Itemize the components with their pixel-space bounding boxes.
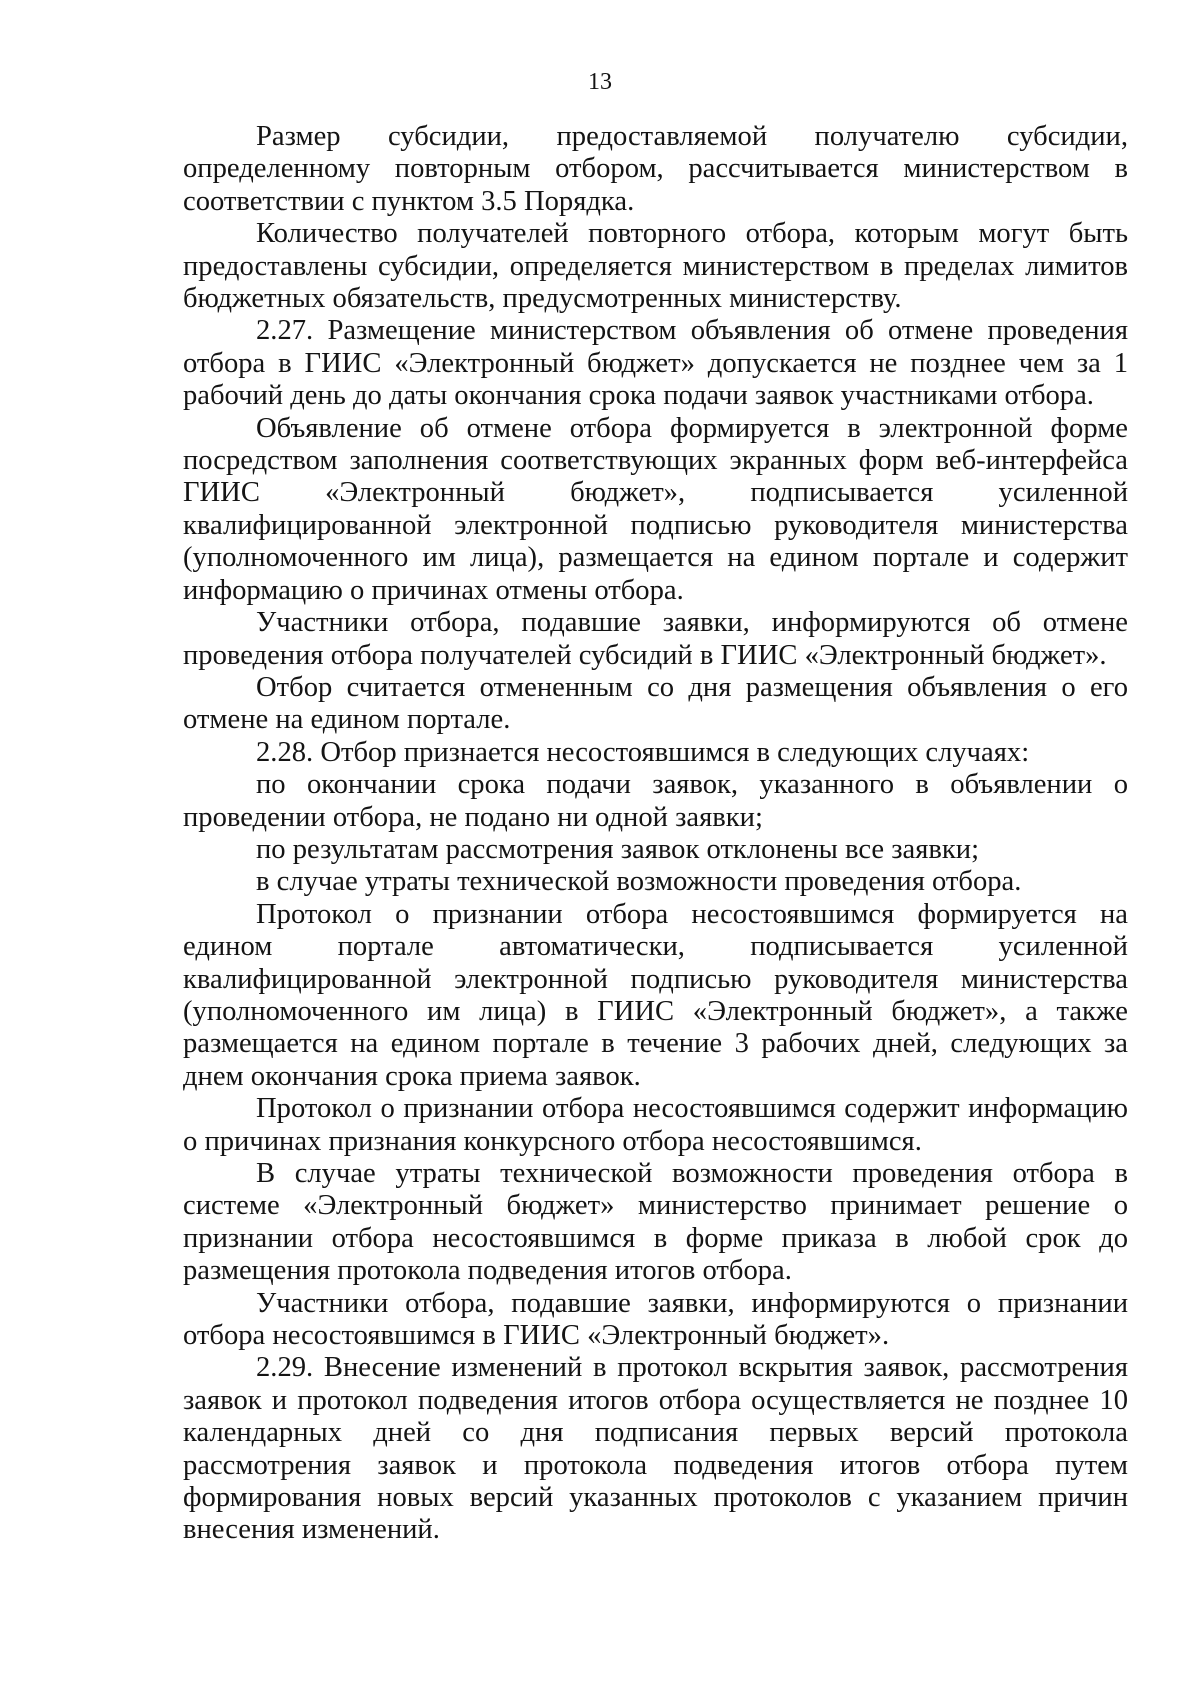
- paragraph-protocol-contents: Протокол о признании отбора несостоявшимся содержит информацию о причинах признания конкурсного отбора несостоявшимся.: [183, 1093, 1128, 1157]
- document-body: [183, 121, 1128, 1547]
- paragraph-subsidy-size: Размер субсидии, предоставляемой получателю субсидии, определенному повторным отбором, рассчитывается министерством в соответствии с пунктом 3.5 Порядка.: [183, 121, 1128, 217]
- paragraph-technical-loss-decision: В случае утраты технической возможности проведения отбора в системе «Электронный бюджет» министерство принимает решение о признании отбора несостоявшимся в форме приказа в любой срок до размещения протокола подведения итогов отбора.: [183, 1158, 1128, 1287]
- paragraph-recipients-count: Количество получателей повторного отбора, которым могут быть предоставлены субсидии, определяется министерством в пределах лимитов бюджетных обязательств, предусмотренных министерству.: [183, 218, 1128, 315]
- paragraph-participants-informed-failure: Участники отбора, подавшие заявки, информируются о признании отбора несостоявшимся в ГИИС «Электронный бюджет».: [183, 1287, 1128, 1352]
- paragraph-failure-protocol: Протокол о признании отбора несостоявшимся формируется на едином портале автоматически, подписывается усиленной квалифицированной электронной подписью руководителя министерства (уполномоченного им лица) в ГИИС «Электронный бюджет», а также размещается на едином портале в течение 3 рабочих дней, следующих за днем окончания срока приема заявок.: [183, 898, 1128, 1092]
- paragraph-2-27-cancellation-announcement: 2.27. Размещение министерством объявления об отмене проведения отбора в ГИИС «Электронный бюджет» допускается не позднее чем за 1 рабочий день до даты окончания срока подачи заявок участниками отбора.: [183, 315, 1128, 412]
- paragraph-participants-informed-cancel: Участники отбора, подавшие заявки, информируются об отмене проведения отбора получателей субсидий в ГИИС «Электронный бюджет».: [183, 607, 1128, 671]
- paragraph-cancel-effective: Отбор считается отмененным со дня размещения объявления о его отмене на едином портале.: [183, 671, 1128, 736]
- page-number: 13: [588, 69, 612, 95]
- paragraph-case-technical-loss: в случае утраты технической возможности проведения отбора.: [256, 866, 1022, 898]
- paragraph-2-29-protocol-changes: 2.29. Внесение изменений в протокол вскрытия заявок, рассмотрения заявок и протокол подведения итогов отбора осуществляется не позднее 10 календарных дней со дня подписания первых версий протокола рассмотрения заявок и протокола подведения итогов отбора путем формирования новых версий указанных протоколов с указанием причин внесения изменений.: [183, 1352, 1128, 1546]
- paragraph-case-no-applications: по окончании срока подачи заявок, указанного в объявлении о проведении отбора, не подано ни одной заявки;: [183, 769, 1128, 833]
- paragraph-cancellation-form: Объявление об отмене отбора формируется в электронной форме посредством заполнения соответствующих экранных форм веб-интерфейса ГИИС «Электронный бюджет», подписывается усиленной квалифицированной электронной подписью руководителя министерства (уполномоченного им лица), размещается на едином портале и содержит информацию о причинах отмены отбора.: [183, 412, 1128, 606]
- paragraph-2-28-failed-selection: 2.28. Отбор признается несостоявшимся в следующих случаях:: [256, 736, 1030, 768]
- paragraph-case-all-rejected: по результатам рассмотрения заявок отклонены все заявки;: [256, 833, 980, 865]
